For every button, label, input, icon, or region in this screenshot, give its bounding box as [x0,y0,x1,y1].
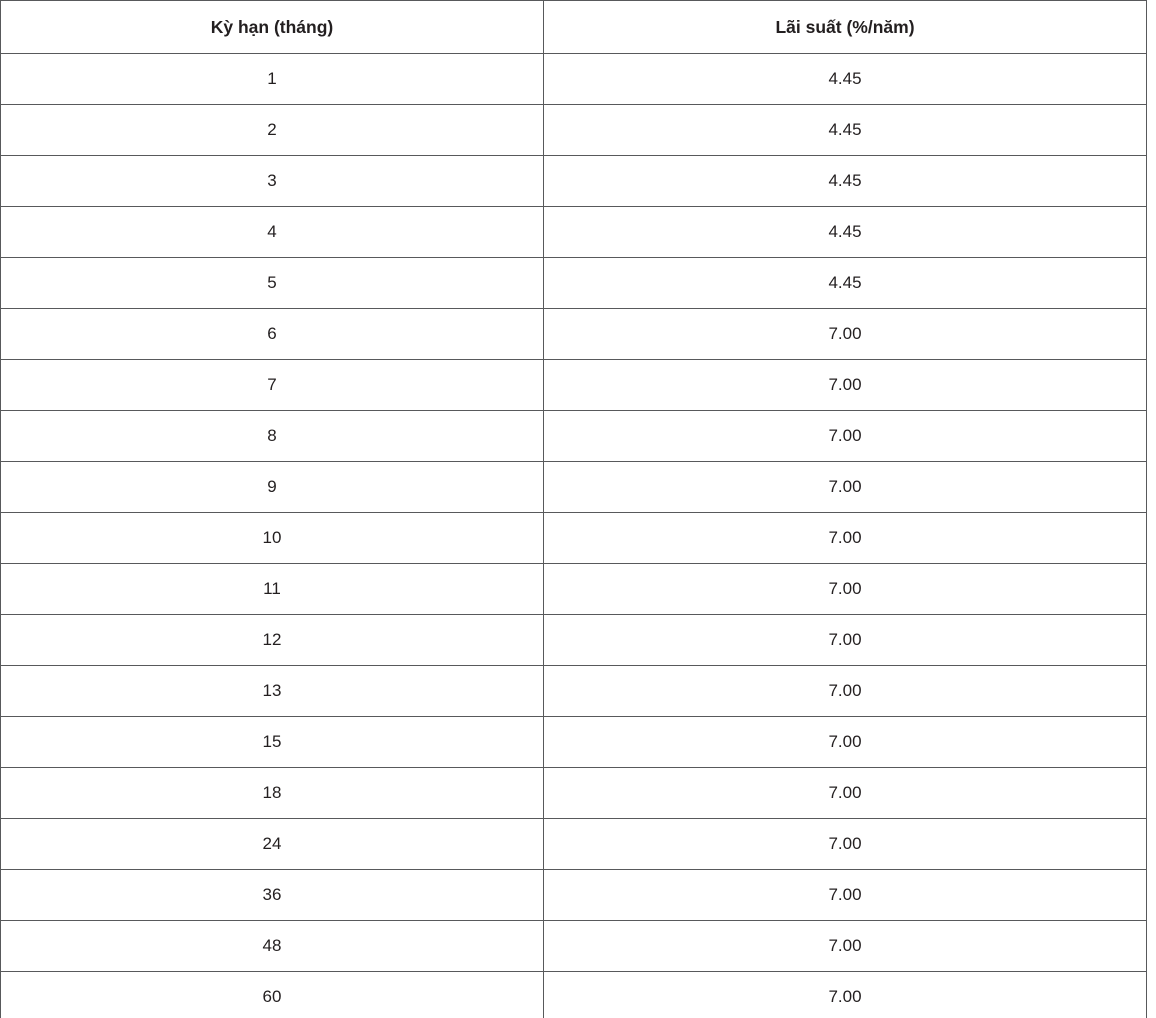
cell-term: 9 [1,462,544,513]
cell-rate: 7.00 [544,615,1147,666]
table-row [1,564,1147,615]
table-row [1,462,1147,513]
cell-rate: 7.00 [544,411,1147,462]
table-row [1,768,1147,819]
cell-rate: 4.45 [544,258,1147,309]
cell-rate: 7.00 [544,768,1147,819]
cell-rate: 7.00 [544,921,1147,972]
cell-term: 5 [1,258,544,309]
table-row [1,411,1147,462]
cell-term: 36 [1,870,544,921]
cell-rate: 7.00 [544,870,1147,921]
cell-rate: 7.00 [544,666,1147,717]
table-row [1,717,1147,768]
cell-term: 15 [1,717,544,768]
cell-rate: 7.00 [544,819,1147,870]
table-row [1,615,1147,666]
table-row [1,54,1147,105]
table-row [1,360,1147,411]
cell-rate: 4.45 [544,207,1147,258]
cell-rate: 7.00 [544,309,1147,360]
table-header [1,1,1147,54]
table-body [1,54,1147,1018]
cell-rate: 7.00 [544,717,1147,768]
table-row [1,819,1147,870]
cell-rate: 7.00 [544,513,1147,564]
table-row [1,513,1147,564]
cell-term: 7 [1,360,544,411]
table-row [1,207,1147,258]
cell-term: 60 [1,972,544,1018]
table-row [1,921,1147,972]
cell-term: 11 [1,564,544,615]
cell-term: 8 [1,411,544,462]
table-header-row [1,1,1147,54]
cell-rate: 7.00 [544,564,1147,615]
table-row [1,156,1147,207]
cell-term: 12 [1,615,544,666]
cell-rate: 7.00 [544,360,1147,411]
cell-term: 1 [1,54,544,105]
cell-term: 2 [1,105,544,156]
cell-term: 10 [1,513,544,564]
cell-term: 18 [1,768,544,819]
table-row [1,972,1147,1018]
cell-term: 13 [1,666,544,717]
cell-rate: 7.00 [544,972,1147,1018]
table-row [1,870,1147,921]
table-row [1,258,1147,309]
cell-rate: 4.45 [544,105,1147,156]
cell-term: 6 [1,309,544,360]
cell-term: 48 [1,921,544,972]
cell-term: 3 [1,156,544,207]
table-row [1,309,1147,360]
cell-rate: 4.45 [544,54,1147,105]
table-row [1,666,1147,717]
cell-rate: 7.00 [544,462,1147,513]
column-header-rate: Lãi suất (%/năm) [544,1,1147,54]
cell-term: 4 [1,207,544,258]
cell-term: 24 [1,819,544,870]
cell-rate: 4.45 [544,156,1147,207]
column-header-term: Kỳ hạn (tháng) [1,1,544,54]
table-row [1,105,1147,156]
